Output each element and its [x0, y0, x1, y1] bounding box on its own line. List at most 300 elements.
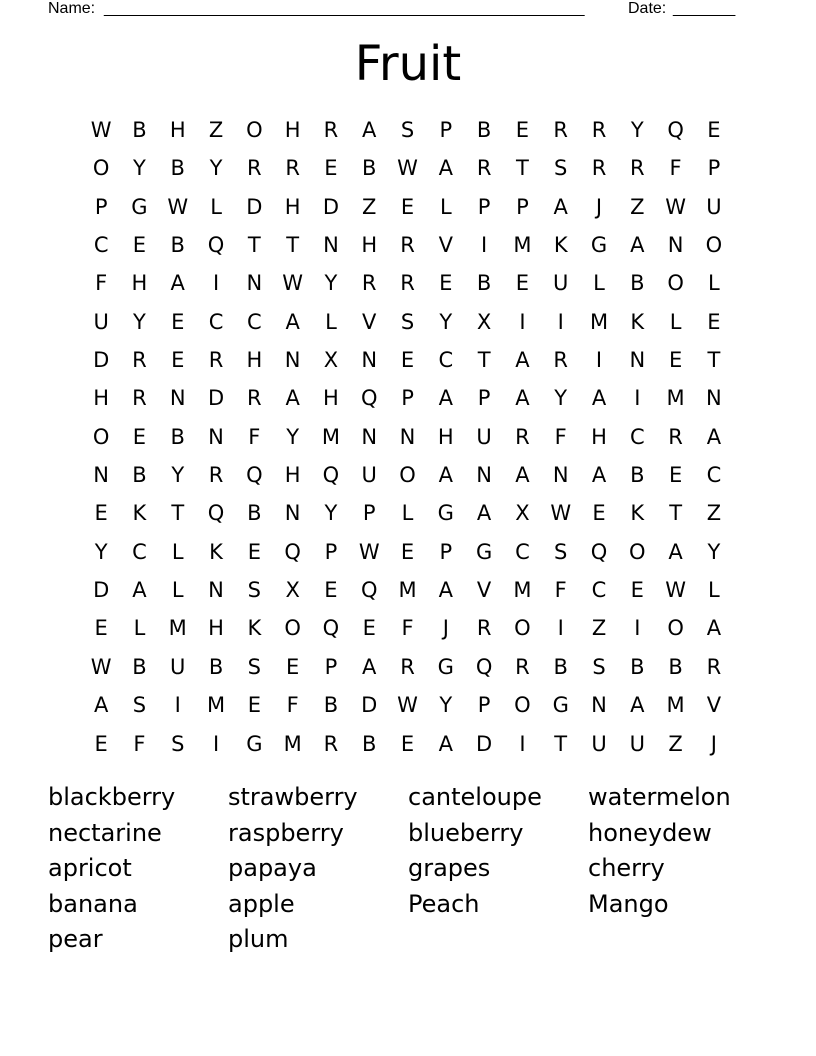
grid-letter: L	[439, 194, 452, 219]
grid-letter: R	[668, 424, 683, 449]
grid-letter: G	[246, 731, 263, 756]
grid-letter: S	[247, 654, 261, 679]
grid-letter: E	[362, 616, 376, 641]
grid-letter: R	[515, 654, 530, 679]
grid-letter: R	[208, 348, 224, 373]
grid-letter: N	[323, 233, 339, 258]
word-list-item: honeydew	[588, 818, 712, 847]
grid-letter: N	[284, 348, 301, 373]
grid-letter: S	[247, 578, 261, 603]
grid-letter: X	[476, 309, 492, 334]
name-label: Name:	[48, 0, 96, 17]
grid-letter: E	[94, 616, 108, 641]
grid-letter: B	[132, 118, 147, 142]
grid-letter: A	[706, 424, 722, 449]
grid-letter: K	[132, 501, 147, 526]
grid-letter: R	[553, 348, 568, 373]
grid-letter: O	[629, 539, 646, 564]
grid-letter: N	[706, 386, 722, 411]
word-list-item: apricot	[48, 854, 132, 882]
grid-letter: Q	[207, 501, 225, 526]
grid-letter: N	[361, 424, 378, 449]
grid-letter: F	[669, 156, 682, 181]
grid-letter: L	[593, 271, 605, 296]
grid-letter: L	[133, 616, 146, 641]
grid-letter: H	[284, 118, 301, 142]
grid-letter: W	[665, 194, 686, 219]
grid-letter: I	[557, 616, 564, 641]
grid-letter: A	[591, 386, 607, 411]
grid-letter: J	[442, 616, 449, 641]
grid-letter: Z	[706, 501, 722, 526]
grid-letter: M	[283, 731, 302, 756]
name-blank-line: ______________________________________________________	[104, 0, 585, 17]
grid-letter: M	[666, 693, 685, 718]
grid-letter: E	[707, 309, 721, 334]
grid-letter: I	[212, 731, 220, 756]
grid-letter: R	[706, 654, 722, 679]
grid-letter: V	[706, 693, 722, 718]
grid-letter: U	[706, 194, 722, 219]
grid-letter: U	[93, 309, 109, 334]
grid-letter: W	[167, 194, 189, 219]
grid-letter: W	[282, 271, 304, 296]
grid-letter: B	[170, 156, 185, 181]
grid-letter: N	[246, 271, 263, 296]
grid-letter: R	[476, 616, 492, 641]
grid-letter: G	[437, 501, 454, 526]
grid-letter: W	[550, 501, 572, 526]
grid-letter: U	[591, 731, 607, 756]
grid-letter: P	[439, 118, 453, 142]
grid-letter: G	[552, 693, 569, 718]
grid-letter: G	[475, 539, 493, 564]
grid-letter: U	[476, 424, 492, 449]
grid-letter: P	[324, 654, 338, 679]
grid-letter: A	[285, 309, 300, 334]
grid-letter: C	[591, 578, 607, 603]
grid-letter: O	[667, 616, 684, 641]
grid-letter: Y	[94, 539, 108, 564]
grid-letter: C	[208, 309, 224, 334]
grid-letter: E	[400, 194, 415, 219]
grid-letter: E	[400, 731, 415, 756]
grid-letter: R	[361, 271, 377, 296]
grid-letter: H	[131, 271, 148, 296]
word-list-item: banana	[48, 889, 138, 918]
grid-letter: W	[90, 654, 112, 679]
word-list-item: blackberry	[48, 783, 176, 811]
grid-letter: H	[169, 118, 186, 142]
grid-letter: A	[668, 539, 683, 564]
grid-letter: A	[362, 654, 377, 679]
word-list-item: nectarine	[48, 818, 162, 847]
word-list-item: Peach	[408, 889, 480, 918]
grid-letter: B	[630, 654, 645, 679]
grid-letter: A	[515, 463, 530, 488]
grid-letter: X	[285, 578, 300, 603]
grid-letter: B	[362, 731, 377, 756]
grid-letter: A	[438, 156, 453, 181]
grid-letter: E	[439, 271, 453, 296]
grid-letter: D	[93, 578, 110, 603]
grid-letter: N	[93, 463, 109, 488]
grid-letter: O	[667, 271, 684, 296]
grid-letter: K	[630, 309, 645, 334]
grid-letter: O	[246, 118, 263, 142]
grid-letter: N	[629, 348, 646, 373]
word-list-item: raspberry	[228, 818, 344, 847]
grid-letter: E	[171, 348, 185, 373]
grid-letter: R	[400, 271, 415, 296]
grid-letter: I	[557, 309, 564, 334]
grid-letter: I	[519, 309, 526, 334]
grid-letter: E	[132, 424, 147, 449]
grid-letter: S	[171, 731, 185, 756]
grid-letter: F	[554, 424, 567, 449]
grid-letter: A	[438, 386, 453, 411]
grid-letter: E	[94, 731, 108, 756]
grid-letter: M	[206, 693, 226, 718]
grid-letter: I	[212, 271, 220, 296]
grid-letter: A	[706, 616, 722, 641]
grid-letter: E	[247, 539, 261, 564]
grid-letter: M	[589, 309, 609, 334]
grid-letter: C	[247, 309, 262, 334]
grid-letter: E	[630, 578, 644, 603]
grid-letter: P	[401, 386, 414, 411]
grid-letter: N	[667, 233, 684, 258]
grid-letter: Q	[360, 386, 378, 411]
grid-letter: T	[669, 501, 683, 526]
grid-letter: B	[553, 654, 568, 679]
grid-letter: S	[554, 156, 568, 181]
grid-letter: R	[132, 348, 147, 373]
grid-letter: D	[361, 693, 378, 718]
grid-letter: W	[665, 578, 686, 603]
grid-letter: I	[634, 386, 641, 411]
grid-letter: H	[591, 424, 607, 449]
grid-letter: R	[323, 118, 339, 142]
grid-letter: Z	[630, 194, 645, 219]
grid-letter: E	[171, 309, 185, 334]
grid-letter: T	[477, 348, 491, 373]
grid-letter: O	[284, 616, 301, 641]
grid-letter: F	[286, 693, 299, 718]
grid-letter: C	[438, 348, 454, 373]
grid-letter: Y	[324, 271, 338, 296]
grid-letter: R	[591, 156, 607, 181]
grid-letter: M	[513, 233, 532, 258]
grid-letter: F	[95, 271, 108, 296]
grid-letter: Y	[133, 156, 146, 181]
grid-letter: H	[361, 233, 378, 258]
grid-letter: A	[438, 731, 453, 756]
grid-letter: N	[399, 424, 416, 449]
grid-letter: H	[93, 386, 110, 411]
grid-letter: A	[285, 386, 300, 411]
grid-letter: L	[401, 501, 414, 526]
grid-letter: E	[285, 654, 300, 679]
grid-letter: D	[322, 194, 340, 219]
grid-letter: B	[476, 271, 492, 296]
date-blank-line: _______	[673, 0, 736, 17]
grid-letter: Y	[439, 693, 453, 718]
grid-letter: H	[208, 616, 224, 641]
grid-letter: E	[324, 578, 338, 603]
grid-letter: G	[590, 233, 608, 258]
grid-letter: L	[708, 271, 720, 296]
grid-letter: C	[706, 463, 722, 488]
grid-letter: R	[476, 156, 492, 181]
grid-letter: P	[477, 693, 491, 718]
grid-letter: K	[247, 616, 262, 641]
grid-letter: E	[515, 118, 530, 142]
grid-letter: E	[707, 118, 721, 142]
grid-letter: U	[361, 463, 377, 488]
word-list-item: strawberry	[228, 783, 358, 811]
grid-letter: O	[514, 616, 531, 641]
grid-letter: S	[400, 309, 415, 334]
grid-letter: R	[553, 118, 568, 142]
grid-letter: A	[362, 118, 377, 142]
grid-letter: E	[400, 539, 415, 564]
grid-letter: Y	[554, 386, 568, 411]
letter-grid	[82, 111, 733, 763]
grid-letter: L	[210, 194, 222, 219]
grid-letter: C	[93, 233, 109, 258]
header-line	[48, 0, 748, 20]
grid-letter: A	[438, 463, 453, 488]
grid-letter: T	[286, 233, 300, 258]
grid-letter: O	[92, 424, 110, 449]
grid-letter: D	[246, 194, 263, 219]
grid-letter: D	[476, 731, 493, 756]
grid-letter: H	[246, 348, 263, 373]
grid-letter: Q	[322, 463, 340, 488]
grid-letter: B	[476, 118, 492, 142]
grid-letter: Y	[133, 309, 146, 334]
grid-letter: M	[321, 424, 340, 449]
grid-letter: Z	[208, 118, 224, 142]
grid-letter: A	[553, 194, 568, 219]
grid-letter: F	[401, 616, 414, 641]
grid-letter: Y	[630, 118, 644, 142]
grid-letter: H	[323, 386, 339, 411]
grid-letter: B	[630, 271, 645, 296]
grid-letter: O	[399, 463, 416, 488]
grid-letter: U	[553, 271, 569, 296]
grid-letter: P	[362, 501, 376, 526]
grid-letter: F	[248, 424, 261, 449]
grid-letter: E	[94, 501, 108, 526]
grid-letter: M	[168, 616, 187, 641]
grid-letter: B	[132, 654, 147, 679]
grid-letter: Q	[475, 654, 493, 679]
grid-letter: Q	[322, 616, 340, 641]
grid-letter: L	[325, 309, 337, 334]
grid-letter: P	[477, 194, 491, 219]
grid-letter: E	[324, 156, 338, 181]
grid-letter: V	[438, 233, 453, 258]
grid-letter: Z	[362, 194, 377, 219]
grid-letter: B	[630, 463, 645, 488]
grid-letter: B	[668, 654, 683, 679]
grid-letter: R	[630, 156, 645, 181]
grid-letter: S	[132, 693, 147, 718]
grid-letter: R	[400, 233, 415, 258]
grid-letter: U	[629, 731, 645, 756]
grid-letter: D	[207, 386, 225, 411]
grid-letter: H	[284, 194, 301, 219]
grid-letter: R	[132, 386, 147, 411]
grid-letter: E	[668, 463, 683, 488]
word-list	[48, 780, 768, 958]
word-list-item: watermelon	[588, 783, 731, 811]
grid-letter: T	[554, 731, 568, 756]
grid-letter: F	[554, 578, 567, 603]
grid-letter: A	[93, 693, 109, 718]
grid-letter: M	[513, 578, 532, 603]
grid-letter: B	[208, 654, 224, 679]
grid-letter: I	[634, 616, 641, 641]
grid-letter: W	[90, 118, 112, 142]
grid-letter: N	[169, 386, 186, 411]
grid-letter: L	[171, 539, 184, 564]
grid-letter: O	[514, 693, 531, 718]
grid-letter: U	[170, 654, 186, 679]
grid-letter: R	[208, 463, 224, 488]
grid-letter: P	[707, 156, 721, 181]
grid-letter: Y	[324, 501, 338, 526]
grid-letter: N	[552, 463, 569, 488]
grid-letter: Q	[590, 539, 608, 564]
grid-letter: F	[133, 731, 146, 756]
grid-letter: X	[515, 501, 530, 526]
page-title: Fruit	[354, 36, 462, 92]
grid-letter: T	[247, 233, 261, 258]
grid-letter: B	[323, 693, 339, 718]
grid-letter: E	[515, 271, 530, 296]
grid-letter: Y	[707, 539, 721, 564]
grid-letter: Y	[286, 424, 300, 449]
grid-letter: S	[400, 118, 415, 142]
grid-letter: P	[94, 194, 108, 219]
grid-letter: A	[630, 233, 645, 258]
word-list-item: plum	[228, 925, 289, 953]
grid-letter: Y	[209, 156, 223, 181]
grid-letter: M	[398, 578, 417, 603]
grid-letter: I	[481, 233, 488, 258]
grid-letter: W	[397, 156, 418, 181]
word-list-item: Mango	[588, 889, 669, 918]
grid-letter: X	[323, 348, 339, 373]
grid-letter: N	[476, 463, 492, 488]
grid-letter: Y	[171, 463, 185, 488]
grid-letter: Q	[246, 463, 263, 488]
grid-letter: O	[92, 156, 110, 181]
grid-letter: W	[358, 539, 380, 564]
grid-letter: K	[209, 539, 223, 564]
grid-letter: C	[132, 539, 147, 564]
grid-letter: E	[132, 233, 147, 258]
grid-letter: Q	[207, 233, 225, 258]
grid-letter: B	[170, 233, 185, 258]
word-list-item: papaya	[228, 854, 317, 882]
grid-letter: P	[477, 386, 491, 411]
grid-letter: T	[707, 348, 721, 373]
grid-letter: A	[515, 348, 530, 373]
grid-letter: R	[247, 386, 262, 411]
grid-letter: Y	[439, 309, 453, 334]
grid-letter: R	[591, 118, 607, 142]
grid-letter: B	[170, 424, 185, 449]
grid-letter: R	[323, 731, 339, 756]
grid-letter: S	[592, 654, 606, 679]
grid-letter: C	[515, 539, 530, 564]
word-list-item: blueberry	[408, 818, 524, 847]
grid-letter: T	[171, 501, 185, 526]
grid-letter: Q	[667, 118, 684, 142]
word-list-item: grapes	[408, 854, 491, 882]
grid-letter: D	[93, 348, 110, 373]
grid-letter: I	[595, 348, 603, 373]
grid-letter: Z	[668, 731, 683, 756]
grid-letter: V	[476, 578, 492, 603]
grid-letter: N	[284, 501, 301, 526]
grid-letter: K	[553, 233, 568, 258]
grid-letter: K	[630, 501, 645, 526]
word-list-item: apple	[228, 889, 295, 918]
grid-letter: A	[132, 578, 147, 603]
grid-letter: V	[362, 309, 377, 334]
grid-letter: L	[669, 309, 682, 334]
grid-letter: B	[247, 501, 262, 526]
grid-letter: M	[666, 386, 685, 411]
grid-letter: W	[397, 693, 418, 718]
grid-letter: B	[362, 156, 377, 181]
grid-letter: I	[519, 731, 526, 756]
grid-letter: N	[591, 693, 607, 718]
grid-letter: O	[705, 233, 723, 258]
grid-letter: P	[439, 539, 453, 564]
grid-letter: A	[476, 501, 492, 526]
grid-letter: R	[247, 156, 262, 181]
grid-letter: E	[592, 501, 606, 526]
date-label: Date:	[628, 0, 667, 17]
grid-letter: E	[400, 348, 415, 373]
grid-letter: A	[170, 271, 185, 296]
grid-letter: C	[629, 424, 645, 449]
grid-letter: R	[515, 424, 530, 449]
word-list-item: cherry	[588, 854, 665, 882]
grid-letter: A	[630, 693, 645, 718]
grid-letter: B	[132, 463, 147, 488]
word-list-item: pear	[48, 925, 103, 953]
grid-letter: Q	[360, 578, 378, 603]
grid-letter: A	[438, 578, 453, 603]
grid-letter: L	[708, 578, 720, 603]
word-list-item: canteloupe	[408, 783, 542, 811]
grid-letter: R	[400, 654, 415, 679]
grid-letter: E	[668, 348, 683, 373]
grid-letter: Z	[591, 616, 607, 641]
grid-letter: G	[131, 194, 148, 219]
grid-letter: G	[437, 654, 454, 679]
grid-letter: I	[174, 693, 181, 718]
grid-letter: N	[208, 424, 224, 449]
grid-letter: H	[284, 463, 301, 488]
